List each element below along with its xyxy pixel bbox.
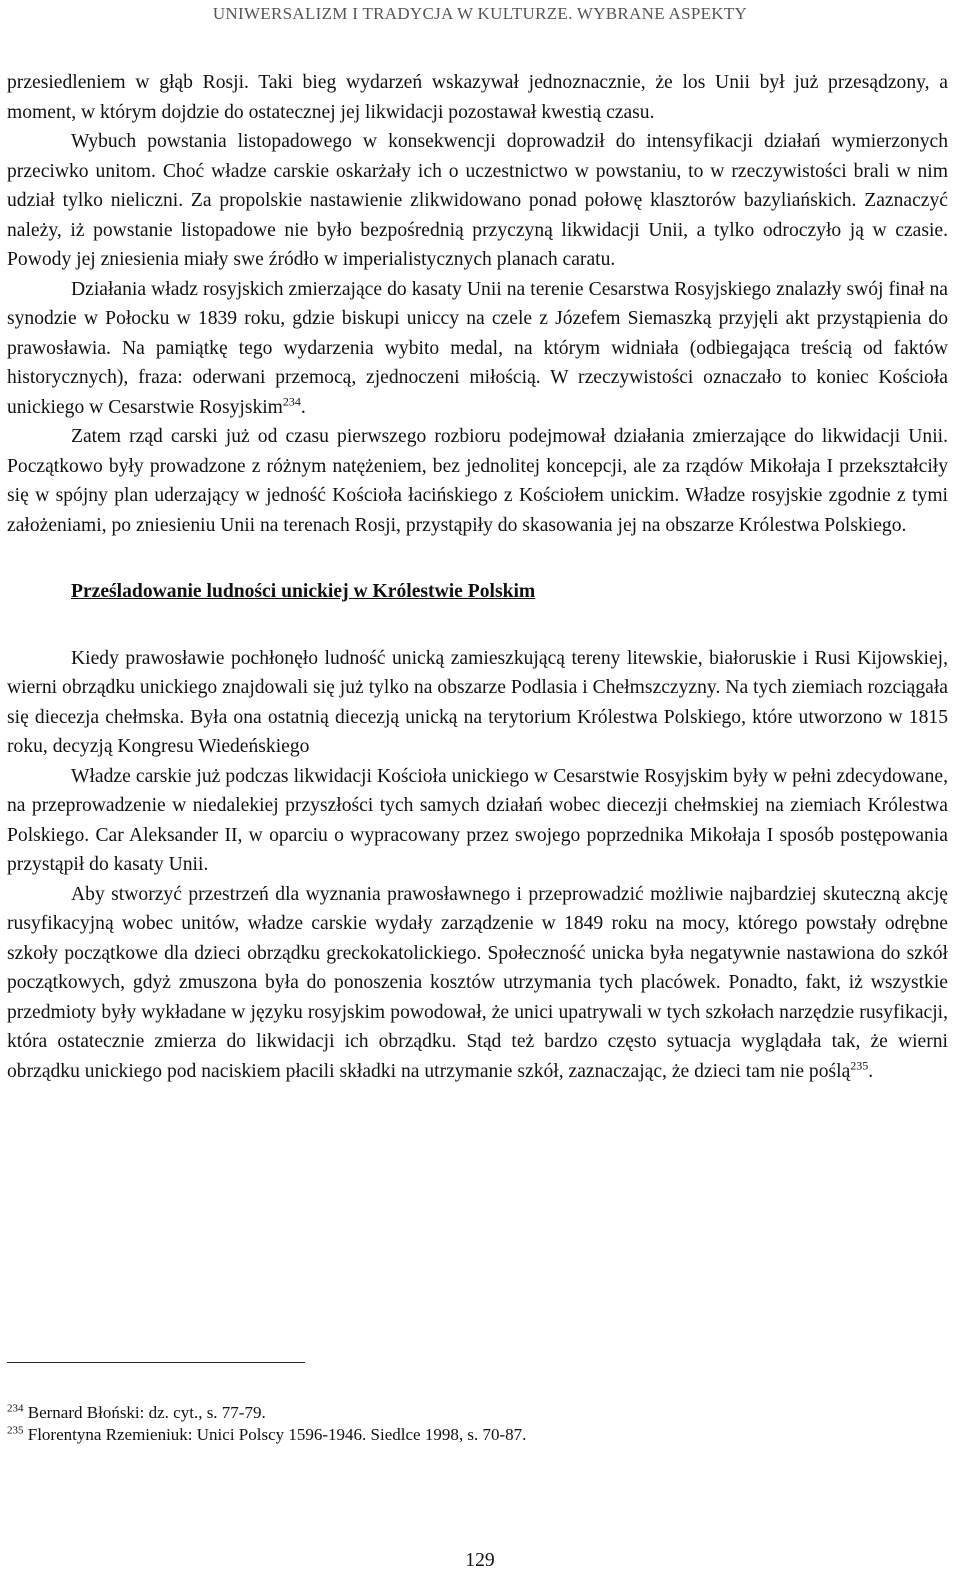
footnote-ref-234[interactable]: 234 [282,393,301,408]
paragraph-1: przesiedleniem w głąb Rosji. Taki bieg wydarzeń wskazywał jednoznacznie, że los Unii był już przesądzony, a moment, w którym dojdzie do ostatecznej jej likwidacji pozostawał kwestią czasu. [7,72,948,123]
paragraph-7-end: . [868,1060,874,1082]
footnotes [7,1402,948,1446]
paragraph-5: Kiedy prawosławie pochłonęło ludność unicką zamieszkującą tereny litewskie, białoruskie i Rusi Kijowskiej, wierni obrządku unickiego znajdowali się już tylko na obszarze Podlasia i Chełmszczyzny. Na tych ziemiach rozciągała się diecezja chełmska. Była ona ostatnią diecezją unicką na terytorium Królestwa Polskiego, które utworzono w 1815 roku, decyzją Kongresu Wiedeńskiego [7,647,948,757]
footnote-separator [7,1362,305,1363]
body-text [7,68,948,1086]
paragraph-7-text: Aby stworzyć przestrzeń dla wyznania prawosławnego i przeprowadzić możliwie najbardziej skuteczną akcję rusyfikacyjną wobec unitów, władze carskie wydały zarządzenie w 1849 roku na mocy, którego powstały odrębne szkoły początkowe dla dzieci obrządku greckokatolickiego. Społeczność unicka była negatywnie nastawiona do szkół początkowych, gdyż zmuszona była do ponoszenia kosztów utrzymania tych placówek. Ponadto, fakt, iż wszystkie przedmioty były wykładane w języku rosyjskim powodował, że unici upatrywali w tych szkołach narzędzie rusyfikacji, która ostatecznie zmierza do likwidacji ich obrządku. Stąd też bardzo często sytuacja wyglądała tak, że wierni obrządku unickiego pod naciskiem płacili składki na utrzymanie szkół, zaznaczając, że dzieci tam nie poślą [7,883,948,1082]
paragraph-2: Wybuch powstania listopadowego w konsekwencji doprowadził do intensyfikacji działań wymierzonych przeciwko unitom. Choć władze carskie oskarżały ich o uczestnictwo w powstaniu, to w rzeczywistości brali w nim udział tylko nieliczni. Za propolskie nastawienie zlikwidowano ponad połowę klasztorów bazyliańskich. Zaznaczyć należy, iż powstanie listopadowe nie było bezpośrednią przyczyną likwidacji Unii, a tylko odroczyło ją w czasie. Powody jej zniesienia miały swe źródło w imperialistycznych planach caratu. [7,131,948,270]
paragraph-3-text: Działania władz rosyjskich zmierzające do kasaty Unii na terenie Cesarstwa Rosyjskiego znalazły swój finał na synodzie w Połocku w 1839 roku, gdzie biskupi uniccy na czele z Józefem Siemaszką przyjęli akt przystąpienia do prawosławia. Na pamiątkę tego wydarzenia wybito medal, na którym widniała (odbiegająca treścią od faktów historycznych), fraza: oderwani przemocą, zjednoczeni miłością. W rzeczywistości oznaczało to koniec Kościoła unickiego w Cesarstwie Rosyjskim [7,278,948,418]
footnote-number: 234 [7,1402,24,1415]
section-heading: Prześladowanie ludności unickiej w Królestwie Polskim [71,581,536,602]
paragraph-3 [7,275,948,423]
footnote-235 [7,1424,948,1446]
paragraph-7 [7,880,948,1087]
paragraph-6: Władze carskie już podczas likwidacji Kościoła unickiego w Cesarstwie Rosyjskim były w pełni zdecydowane, na przeprowadzenie w niedalekiej przyszłości tych samych działań wobec diecezji chełmskiej na ziemiach Królestwa Polskiego. Car Aleksander II, w oparciu o wypracowany przez swojego poprzednika Mikołaja I sposób postępowania przystąpił do kasaty Unii. [7,765,948,875]
page-number: 129 [465,1550,495,1571]
footnote-number: 235 [7,1424,24,1437]
footnote-234 [7,1402,948,1424]
running-header: UNIWERSALIZM I TRADYCJA W KULTURZE. WYBRANE ASPEKTY [212,4,748,23]
paragraph-3-end: . [300,396,306,418]
footnote-text: Bernard Błoński: dz. cyt., s. 77-79. [23,1403,266,1422]
paragraph-4: Zatem rząd carski już od czasu pierwszego rozbioru podejmował działania zmierzające do likwidacji Unii. Początkowo były prowadzone z różnym natężeniem, bez jednolitej koncepcji, ale za rządów Mikołaja I przekształciły się w spójny plan uderzający w jedność Kościoła łacińskiego z Kościołem unickim. Władze rosyjskie zgodnie z tymi założeniami, po zniesieniu Unii na terenach Rosji, przystąpiły do skasowania jej na obszarze Królestwa Polskiego. [7,426,948,536]
footnote-ref-235[interactable]: 235 [850,1057,869,1072]
footnote-text: Florentyna Rzemieniuk: Unici Polscy 1596-1946. Siedlce 1998, s. 70-87. [23,1425,527,1444]
